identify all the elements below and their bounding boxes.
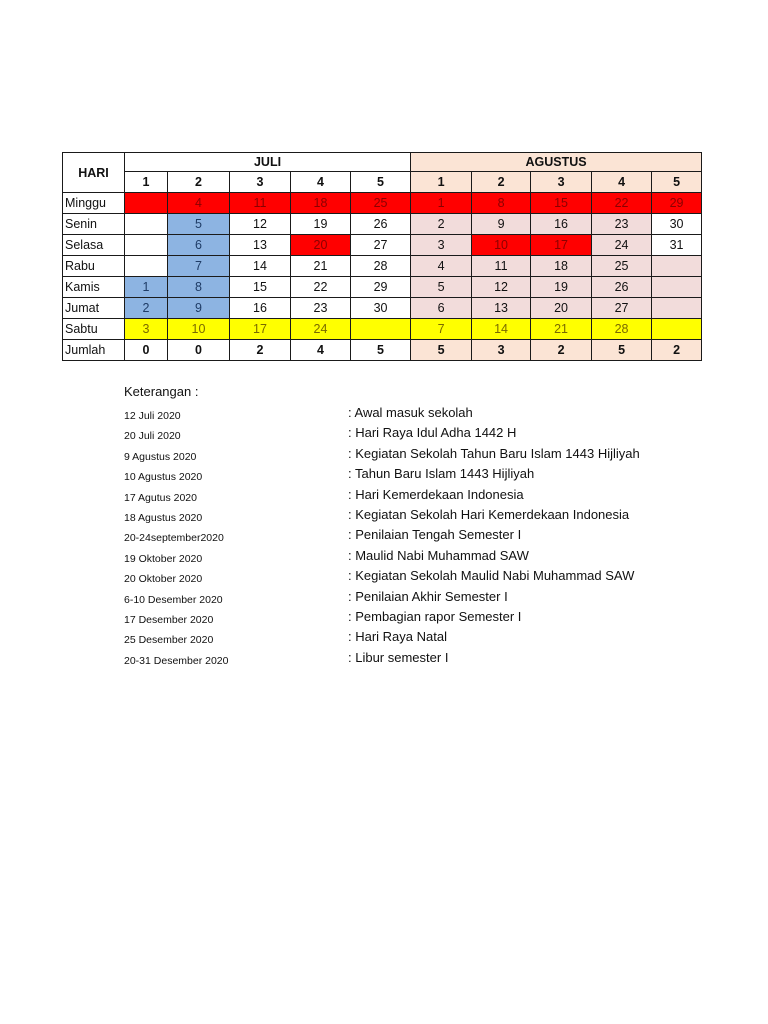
date-cell-agustus: 18: [531, 256, 592, 277]
note-date: 6-10 Desember 2020: [124, 593, 223, 606]
date-cell-agustus: 29: [652, 193, 702, 214]
day-label: Senin: [63, 214, 125, 235]
date-cell-juli: [125, 235, 168, 256]
note-row: [124, 629, 724, 649]
jumlah-cell-agustus: 2: [531, 340, 592, 361]
week-number-juli: 2: [168, 172, 230, 193]
date-cell-juli: 16: [230, 298, 291, 319]
date-cell-agustus: 13: [472, 298, 531, 319]
date-cell-juli: 15: [230, 277, 291, 298]
date-cell-agustus: [652, 298, 702, 319]
jumlah-cell-agustus: 5: [411, 340, 472, 361]
date-cell-agustus: 10: [472, 235, 531, 256]
notes-list: [124, 405, 724, 670]
date-cell-agustus: 31: [652, 235, 702, 256]
week-number-juli: 1: [125, 172, 168, 193]
note-description: : Kegiatan Sekolah Tahun Baru Islam 1443 Hijliyah: [348, 445, 640, 461]
jumlah-cell-juli: 5: [351, 340, 411, 361]
date-cell-agustus: 17: [531, 235, 592, 256]
day-row: [63, 277, 702, 298]
jumlah-cell-juli: 4: [291, 340, 351, 361]
jumlah-cell-agustus: 2: [652, 340, 702, 361]
day-label: Kamis: [63, 277, 125, 298]
date-cell-agustus: 7: [411, 319, 472, 340]
date-cell-juli: 6: [168, 235, 230, 256]
date-cell-agustus: 4: [411, 256, 472, 277]
date-cell-agustus: 3: [411, 235, 472, 256]
note-date: 18 Agustus 2020: [124, 511, 203, 524]
date-cell-agustus: 16: [531, 214, 592, 235]
note-row: [124, 548, 724, 568]
jumlah-cell-agustus: 3: [472, 340, 531, 361]
date-cell-juli: 21: [291, 256, 351, 277]
date-cell-juli: 3: [125, 319, 168, 340]
date-cell-agustus: 30: [652, 214, 702, 235]
date-cell-agustus: 2: [411, 214, 472, 235]
date-cell-juli: 2: [125, 298, 168, 319]
note-row: [124, 527, 724, 547]
legend-notes: [124, 384, 724, 670]
note-row: [124, 609, 724, 629]
note-row: [124, 425, 724, 445]
jumlah-cell-agustus: 5: [592, 340, 652, 361]
header-row-months: [63, 153, 702, 172]
date-cell-juli: [125, 214, 168, 235]
day-row: [63, 256, 702, 277]
date-cell-juli: 5: [168, 214, 230, 235]
date-cell-juli: 24: [291, 319, 351, 340]
date-cell-agustus: 19: [531, 277, 592, 298]
week-number-juli: 4: [291, 172, 351, 193]
week-number-agustus: 2: [472, 172, 531, 193]
date-cell-agustus: 21: [531, 319, 592, 340]
day-label: Jumat: [63, 298, 125, 319]
date-cell-agustus: 1: [411, 193, 472, 214]
note-date: 17 Desember 2020: [124, 613, 214, 626]
date-cell-juli: 9: [168, 298, 230, 319]
day-row: [63, 319, 702, 340]
date-cell-juli: 30: [351, 298, 411, 319]
note-date: 25 Desember 2020: [124, 634, 214, 647]
school-calendar-table: [62, 152, 702, 361]
note-date: 10 Agustus 2020: [124, 471, 203, 484]
note-description: : Libur semester I: [348, 649, 449, 665]
note-description: : Pembagian rapor Semester I: [348, 608, 522, 624]
header-row-weeks: [63, 172, 702, 193]
month-header-agustus: AGUSTUS: [411, 153, 702, 172]
hari-header: HARI: [63, 153, 125, 193]
date-cell-agustus: [652, 277, 702, 298]
day-label: Minggu: [63, 193, 125, 214]
note-row: [124, 405, 724, 425]
month-header-juli: JULI: [125, 153, 411, 172]
date-cell-juli: 12: [230, 214, 291, 235]
date-cell-agustus: 8: [472, 193, 531, 214]
note-row: [124, 589, 724, 609]
day-row: [63, 193, 702, 214]
note-row: [124, 507, 724, 527]
note-description: : Awal masuk sekolah: [348, 405, 473, 420]
date-cell-juli: 19: [291, 214, 351, 235]
week-number-agustus: 1: [411, 172, 472, 193]
date-cell-juli: 28: [351, 256, 411, 277]
jumlah-cell-juli: 0: [168, 340, 230, 361]
jumlah-row: [63, 340, 702, 361]
note-date: 19 Oktober 2020: [124, 552, 203, 565]
date-cell-juli: 20: [291, 235, 351, 256]
date-cell-juli: [125, 256, 168, 277]
date-cell-agustus: 12: [472, 277, 531, 298]
week-number-agustus: 4: [592, 172, 652, 193]
day-label: Selasa: [63, 235, 125, 256]
note-date: 20-24september2020: [124, 532, 224, 545]
day-label: Sabtu: [63, 319, 125, 340]
date-cell-agustus: 28: [592, 319, 652, 340]
date-cell-juli: 23: [291, 298, 351, 319]
date-cell-agustus: 26: [592, 277, 652, 298]
date-cell-agustus: 23: [592, 214, 652, 235]
note-description: : Hari Raya Idul Adha 1442 H: [348, 425, 517, 441]
note-description: : Hari Kemerdekaan Indonesia: [348, 486, 524, 502]
date-cell-juli: [125, 193, 168, 214]
date-cell-agustus: 15: [531, 193, 592, 214]
date-cell-juli: 27: [351, 235, 411, 256]
day-row: [63, 235, 702, 256]
date-cell-juli: 26: [351, 214, 411, 235]
note-description: : Kegiatan Sekolah Maulid Nabi Muhammad SAW: [348, 568, 635, 584]
week-number-juli: 5: [351, 172, 411, 193]
jumlah-cell-juli: 2: [230, 340, 291, 361]
note-row: [124, 568, 724, 588]
date-cell-agustus: 25: [592, 256, 652, 277]
date-cell-agustus: 20: [531, 298, 592, 319]
date-cell-agustus: 6: [411, 298, 472, 319]
note-description: : Penilaian Akhir Semester I: [348, 588, 508, 604]
week-number-juli: 3: [230, 172, 291, 193]
date-cell-juli: 18: [291, 193, 351, 214]
day-label: Rabu: [63, 256, 125, 277]
note-description: : Maulid Nabi Muhammad SAW: [348, 547, 529, 563]
date-cell-agustus: 5: [411, 277, 472, 298]
date-cell-agustus: 11: [472, 256, 531, 277]
notes-title: Keterangan :: [124, 384, 199, 399]
date-cell-agustus: 22: [592, 193, 652, 214]
note-row: [124, 650, 724, 670]
date-cell-agustus: 14: [472, 319, 531, 340]
date-cell-juli: 25: [351, 193, 411, 214]
week-number-agustus: 5: [652, 172, 702, 193]
jumlah-label: Jumlah: [63, 340, 125, 361]
note-row: [124, 466, 724, 486]
date-cell-juli: 22: [291, 277, 351, 298]
date-cell-juli: 8: [168, 277, 230, 298]
date-cell-agustus: [652, 319, 702, 340]
note-date: 20-31 Desember 2020: [124, 654, 229, 667]
date-cell-juli: 29: [351, 277, 411, 298]
note-date: 20 Juli 2020: [124, 430, 181, 443]
date-cell-juli: [351, 319, 411, 340]
note-date: 9 Agustus 2020: [124, 450, 197, 463]
note-description: : Penilaian Tengah Semester I: [348, 527, 522, 543]
note-row: [124, 446, 724, 466]
date-cell-juli: 1: [125, 277, 168, 298]
date-cell-juli: 17: [230, 319, 291, 340]
date-cell-juli: 4: [168, 193, 230, 214]
date-cell-agustus: 27: [592, 298, 652, 319]
week-number-agustus: 3: [531, 172, 592, 193]
day-row: [63, 214, 702, 235]
note-date: 17 Agutus 2020: [124, 491, 197, 504]
date-cell-agustus: [652, 256, 702, 277]
day-row: [63, 298, 702, 319]
date-cell-juli: 14: [230, 256, 291, 277]
date-cell-juli: 7: [168, 256, 230, 277]
date-cell-juli: 13: [230, 235, 291, 256]
note-date: 12 Juli 2020: [124, 410, 181, 422]
date-cell-agustus: 9: [472, 214, 531, 235]
date-cell-juli: 10: [168, 319, 230, 340]
note-description: : Tahun Baru Islam 1443 Hijliyah: [348, 466, 535, 482]
note-description: : Hari Raya Natal: [348, 629, 447, 645]
jumlah-cell-juli: 0: [125, 340, 168, 361]
note-row: [124, 487, 724, 507]
note-description: : Kegiatan Sekolah Hari Kemerdekaan Indonesia: [348, 506, 630, 522]
note-date: 20 Oktober 2020: [124, 573, 203, 586]
date-cell-agustus: 24: [592, 235, 652, 256]
date-cell-juli: 11: [230, 193, 291, 214]
